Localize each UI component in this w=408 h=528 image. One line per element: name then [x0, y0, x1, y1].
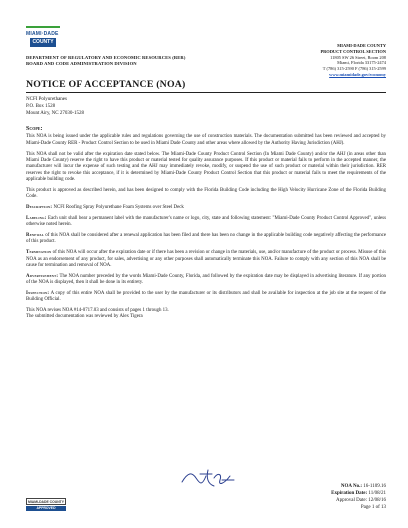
noa-number-row: [331, 483, 386, 490]
contact-phone: T (786) 315-2590 F (786) 315-2599: [322, 66, 386, 72]
scope-paragraph-1: This NOA is being issued under the applicable rules and regulations governing the use of construction materials. The documentation submitted has been reviewed and accepted by Miami-Dade County RER - Product Control Section to be used in Miami Dade County and other areas where allowed by the Authority Having Jurisdiction (AHJ).: [26, 134, 386, 146]
renewal-paragraph: [26, 233, 386, 246]
reviewer-note: The submitted documentation was reviewed by Alex Tigera: [26, 314, 143, 320]
logo-line2: COUNTY: [30, 38, 56, 47]
approval-value: 12/08/16: [368, 498, 386, 503]
labeling-paragraph: [26, 216, 386, 229]
expiration-label: Expiration Date:: [331, 491, 368, 496]
division-name: BOARD AND CODE ADMINISTRATION DIVISION: [26, 61, 137, 66]
description-paragraph: [26, 205, 386, 211]
description-text: NCFI Roofing Spray Polyurethane Foam Systems over Steel Deck: [53, 204, 184, 210]
po-box: P.O. Box 1528: [26, 104, 56, 109]
advertisement-heading: Advertisement:: [26, 273, 59, 279]
logo-line1: MIAMI·DADE: [26, 31, 59, 37]
city-state-zip: Mount Airy, NC 27030-1528: [26, 111, 85, 116]
department-name: DEPARTMENT OF REGULATORY AND ECONOMIC RESOURCES (RER): [26, 55, 186, 60]
department-block: [26, 55, 185, 67]
page-number: Page 1 of 13: [360, 505, 386, 510]
contact-website-link[interactable]: www.miamidade.gov/economy: [329, 71, 386, 77]
recipient-address: [26, 96, 84, 117]
company-name: NCFI Polyurethanes: [26, 97, 67, 102]
contact-section: PRODUCT CONTROL SECTION: [320, 48, 386, 54]
noa-number-value: 16-1109.16: [363, 484, 386, 489]
scope-paragraph-3: This product is approved as described herein, and has been designed to comply with the Florida Building Code including the High Velocity Hurricane Zone of the Florida Building Code.: [26, 187, 386, 200]
labeling-heading: Labeling:: [26, 215, 47, 221]
expiration-value: 11/08/21: [368, 491, 386, 496]
inspection-heading: Inspection:: [26, 290, 50, 296]
approval-seal: [26, 498, 66, 512]
inspection-text: A copy of this entire NOA shall be provided to the user by the manufacturer or its distributors and shall be available for inspection at the job site at the request of the Building Official.: [26, 290, 387, 303]
inspection-paragraph: [26, 291, 386, 304]
advertisement-paragraph: [26, 274, 386, 287]
noa-info-block: [331, 483, 386, 511]
title-divider: [26, 92, 386, 93]
revision-note: This NOA revises NOA #14-0717.03 and consists of pages 1 through 13.: [26, 308, 169, 314]
contact-block: [320, 43, 386, 78]
termination-text: of this NOA will occur after the expiration date or if there has been a revision or change in the materials, use, and/or manufacture of the product or process. Misuse of this NOA as an endorsement of any product, for sales, advertising or any other purposes shall automatically terminate this NOA. Failure to comply with any section of this NOA shall be cause for termination and removal of NOA.: [26, 250, 386, 268]
noa-number-label: NOA No.:: [340, 484, 363, 489]
reviewer-signature: [178, 468, 238, 490]
advertisement-text: The NOA number preceded by the words Miami-Dade County, Florida, and followed by the expiration date may be displayed in advertising literature. If any portion of the NOA is displayed, then it shall be done in its entirety.: [26, 273, 386, 286]
scope-paragraph-2: This NOA shall not be valid after the expiration date stated below. The Miami-Dade County Product Control Section (In Miami Dade County) and/or the AHJ (in areas other than Miami Dade County) reserve the right to have this product or material tested for quality assurance purposes. If this product or material fails to perform in the accepted manner, the manufacturer will incur the expense of such testing and the AHJ may immediately revoke, modify, or suspend the use of such product or material within their jurisdiction. RER reserves the right to revoke this acceptance, if it is determined by Miami-Dade County Product Control Section that this product or material fails to meet the requirements of the applicable building code.: [26, 151, 386, 182]
seal-approved-text: APPROVED: [26, 506, 66, 511]
document-body: [26, 126, 386, 321]
renewal-text: of this NOA shall be considered after a renewal application has been filed and there has been no change in the applicable building code negatively affecting the performance of this product.: [26, 232, 386, 245]
seal-county-text: MIAMI-DADE COUNTY: [26, 498, 66, 505]
renewal-heading: Renewal: [26, 232, 44, 238]
contact-city: Miami, Florida 33175-2474: [337, 60, 386, 66]
approval-label: Approval Date:: [336, 498, 367, 503]
document-title: NOTICE OF ACCEPTANCE (NOA): [26, 79, 186, 90]
contact-street: 11805 SW 26 Street, Room 208: [330, 54, 386, 60]
approval-row: [331, 497, 386, 504]
scope-heading: Scope:: [26, 126, 43, 132]
logo-green-bar: [26, 26, 60, 28]
labeling-text: Each unit shall bear a permanent label with the manufacturer's name or logo, city, state and following statement: "Miami-Dade County Product Control Approved", unless otherwise noted herein.: [26, 215, 386, 228]
contact-county: MIAMI-DADE COUNTY: [337, 43, 386, 48]
expiration-row: [331, 490, 386, 497]
termination-heading: Termination: [26, 250, 52, 256]
miami-dade-logo: [26, 26, 60, 50]
termination-paragraph: [26, 250, 386, 269]
description-heading: Description:: [26, 204, 53, 210]
